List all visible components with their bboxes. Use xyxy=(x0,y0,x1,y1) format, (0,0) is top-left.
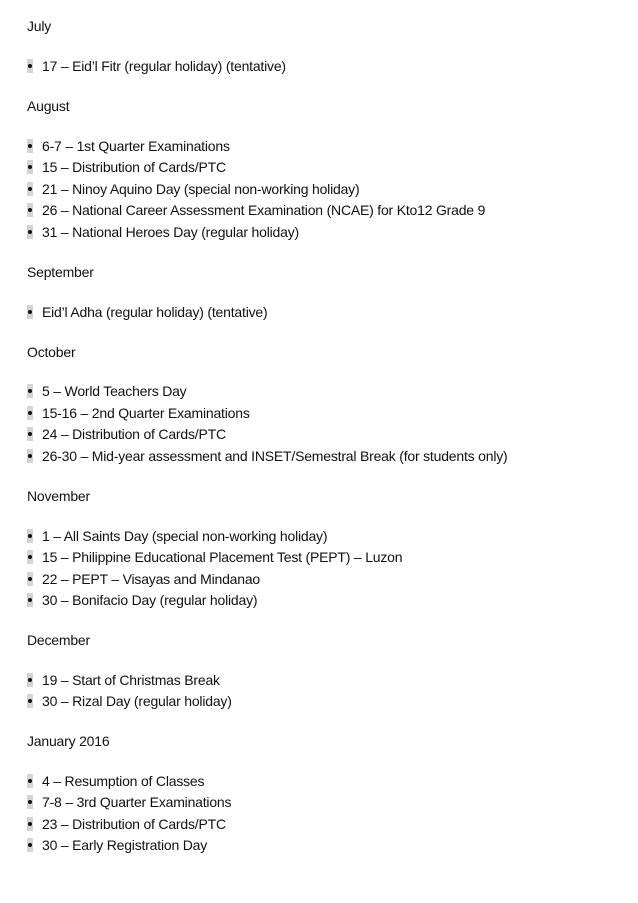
bullet-icon xyxy=(27,139,33,153)
list-item xyxy=(27,57,286,75)
list-item xyxy=(27,404,250,422)
bullet-icon xyxy=(27,593,33,607)
bullet-icon xyxy=(27,160,33,174)
month-heading-july: July xyxy=(27,18,52,34)
list-item-text: 21 – Ninoy Aquino Day (special non-working holiday) xyxy=(42,181,360,197)
list-item xyxy=(27,158,226,176)
list-item xyxy=(27,223,299,241)
list-item-text: 15 – Distribution of Cards/PTC xyxy=(42,159,226,175)
bullet-icon xyxy=(27,572,33,586)
list-item xyxy=(27,671,220,689)
bullet-icon xyxy=(27,795,33,809)
list-item-text: 26 – National Career Assessment Examination (NCAE) for Kto12 Grade 9 xyxy=(42,202,486,218)
bullet-icon xyxy=(27,225,33,239)
list-item-text: 15-16 – 2nd Quarter Examinations xyxy=(42,405,250,421)
list-item xyxy=(27,382,187,400)
list-item-text: 26-30 – Mid-year assessment and INSET/Semestral Break (for students only) xyxy=(42,448,508,464)
bullet-icon xyxy=(27,59,33,73)
month-heading-november: November xyxy=(27,488,90,504)
list-item xyxy=(27,425,226,443)
list-item-text: 23 – Distribution of Cards/PTC xyxy=(42,816,226,832)
list-item-text: 30 – Rizal Day (regular holiday) xyxy=(42,693,232,709)
list-item-text: 7-8 – 3rd Quarter Examinations xyxy=(42,794,232,810)
list-item-text: Eid’l Adha (regular holiday) (tentative) xyxy=(42,304,268,320)
list-item xyxy=(27,303,267,321)
list-item xyxy=(27,180,359,198)
month-heading-august: August xyxy=(27,98,70,114)
bullet-icon xyxy=(27,427,33,441)
list-item xyxy=(27,591,257,609)
list-item xyxy=(27,815,226,833)
list-item xyxy=(27,137,230,155)
month-heading-october: October xyxy=(27,344,76,360)
list-item xyxy=(27,201,485,219)
list-item-text: 30 – Bonifacio Day (regular holiday) xyxy=(42,592,258,608)
month-heading-september: September xyxy=(27,264,94,280)
month-heading-january: January 2016 xyxy=(27,733,110,749)
bullet-icon xyxy=(27,817,33,831)
bullet-icon xyxy=(27,673,33,687)
list-item xyxy=(27,793,231,811)
bullet-icon xyxy=(27,305,33,319)
list-item-text: 22 – PEPT – Visayas and Mindanao xyxy=(42,571,261,587)
bullet-icon xyxy=(27,774,33,788)
month-heading-december: December xyxy=(27,632,90,648)
list-item-text: 24 – Distribution of Cards/PTC xyxy=(42,426,226,442)
list-item xyxy=(27,447,508,465)
list-item xyxy=(27,692,232,710)
bullet-icon xyxy=(27,529,33,543)
list-item-text: 6-7 – 1st Quarter Examinations xyxy=(42,138,230,154)
bullet-icon xyxy=(27,449,33,463)
list-item-text: 19 – Start of Christmas Break xyxy=(42,672,220,688)
list-item xyxy=(27,570,260,588)
list-item-text: 30 – Early Registration Day xyxy=(42,837,208,853)
list-item-text: 1 – All Saints Day (special non-working holiday) xyxy=(42,528,328,544)
bullet-icon xyxy=(27,384,33,398)
bullet-icon xyxy=(27,838,33,852)
bullet-icon xyxy=(27,203,33,217)
list-item-text: 5 – World Teachers Day xyxy=(42,383,187,399)
bullet-icon xyxy=(27,694,33,708)
list-item xyxy=(27,772,204,790)
list-item-text: 4 – Resumption of Classes xyxy=(42,773,205,789)
list-item xyxy=(27,836,207,854)
list-item xyxy=(27,548,402,566)
bullet-icon xyxy=(27,182,33,196)
bullet-icon xyxy=(27,406,33,420)
list-item-text: 17 – Eid’l Fitr (regular holiday) (tentative) xyxy=(42,58,286,74)
list-item-text: 15 – Philippine Educational Placement Test (PEPT) – Luzon xyxy=(42,549,403,565)
list-item xyxy=(27,527,327,545)
list-item-text: 31 – National Heroes Day (regular holiday) xyxy=(42,224,299,240)
bullet-icon xyxy=(27,550,33,564)
